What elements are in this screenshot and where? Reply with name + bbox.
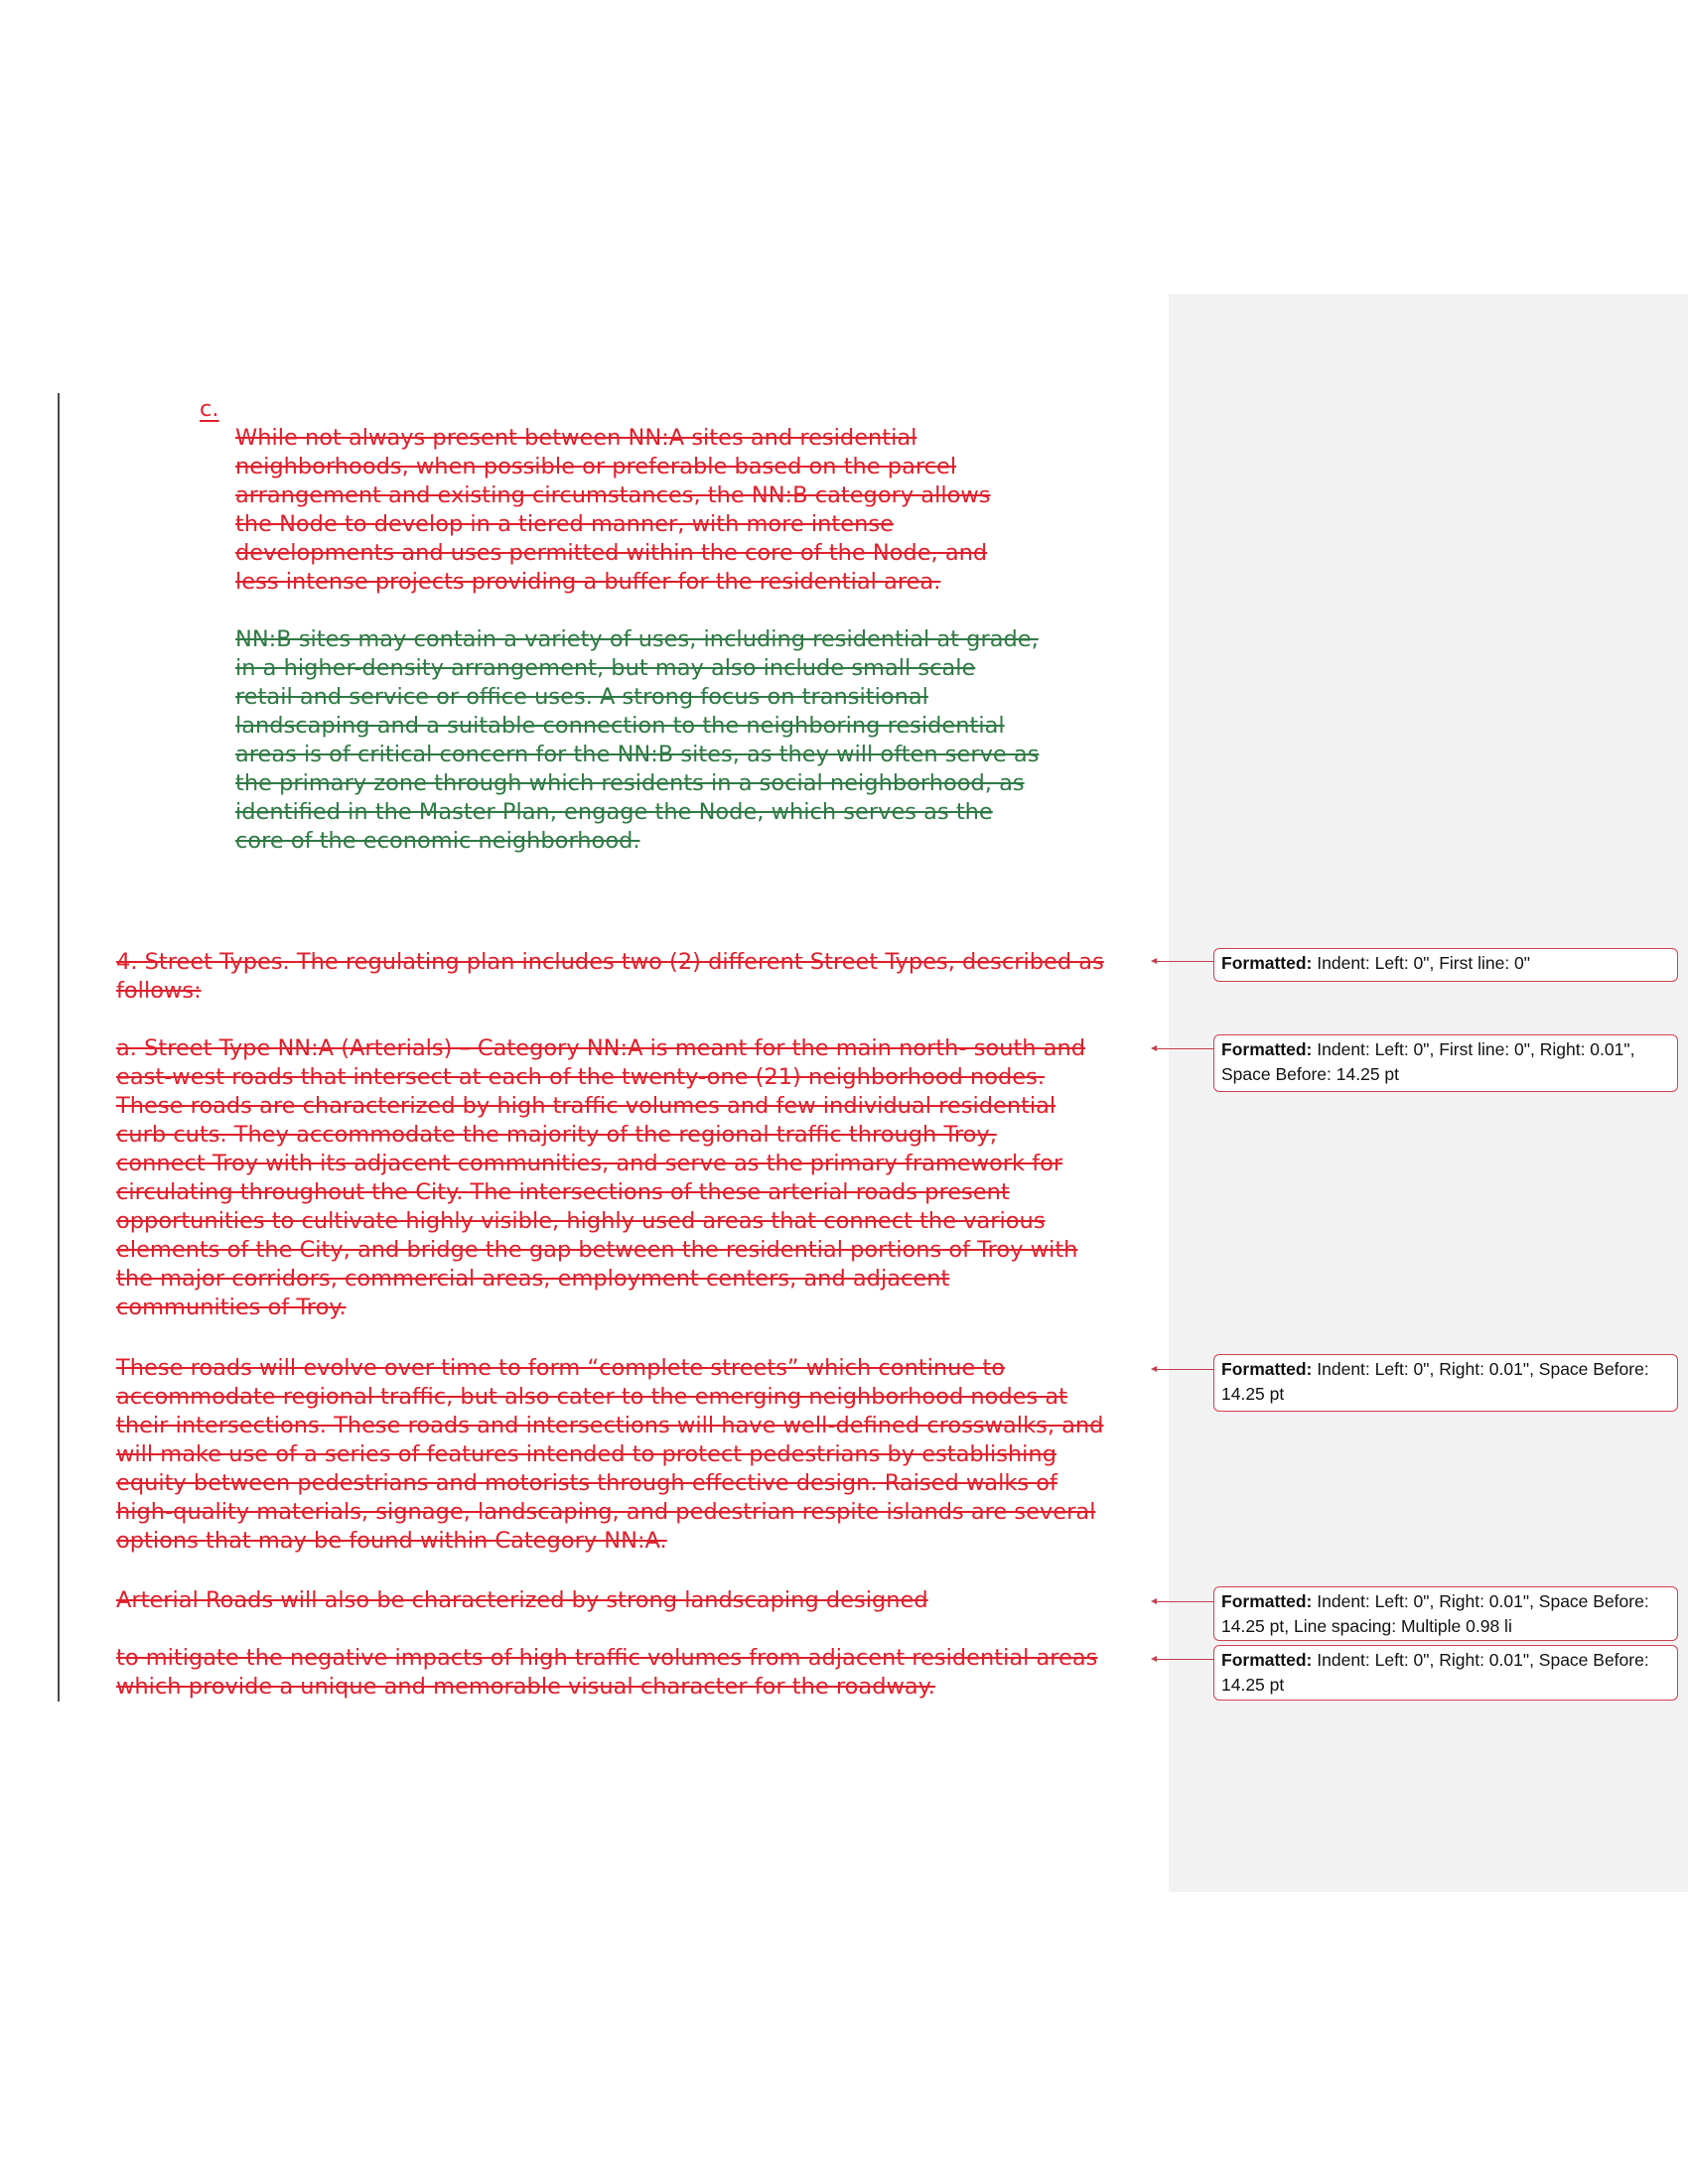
format-comment-balloon[interactable]	[1213, 1354, 1678, 1412]
comment-text: Indent: Left: 0", Right: 0.01", Space Before: 14.25 pt	[1221, 1359, 1649, 1404]
deleted-paragraph-street-types: 4. Street Types. The regulating plan includes two (2) different Street Types, described as follows:	[116, 949, 1104, 1004]
deleted-paragraph-landscaping: Arterial Roads will also be characterized by strong landscaping designed	[116, 1587, 928, 1613]
deleted-paragraph-nnb-intro: While not always present between NN:A sites and residential neighborhoods, when possible or preferable based on the parcel arrangement and existing circumstances, the NN:B category allows the Node to develop in a tiered manner, with more intense developments and uses permitted within the core of the Node, and less intense projects providing a buffer for the residential area.	[235, 425, 991, 595]
leader-line-1	[1157, 961, 1213, 962]
leader-line-2	[1157, 1048, 1213, 1049]
deleted-paragraph-nnb-uses: NN:B sites may contain a variety of uses, including residential at grade, in a higher-density arrangement, but may also include small scale retail and service or office uses. A strong focus on transitional landscaping and a suitable connection to the neighboring residential areas is of critical concern for the NN:B sites, as they will often serve as the primary zone through which residents in a social neighborhood, as identified in the Master Plan, engage the Node, which serves as the core of the economic neighborhood.	[235, 626, 1040, 854]
leader-line-3	[1157, 1369, 1213, 1370]
comment-label: Formatted:	[1221, 1039, 1313, 1059]
format-comment-balloon[interactable]	[1213, 948, 1678, 982]
comment-label: Formatted:	[1221, 1650, 1313, 1670]
format-comment-balloon[interactable]	[1213, 1586, 1678, 1641]
leader-line-5	[1157, 1659, 1213, 1660]
comment-label: Formatted:	[1221, 1591, 1313, 1611]
list-marker-c: c.	[200, 396, 219, 422]
comment-label: Formatted:	[1221, 953, 1313, 973]
format-comment-balloon[interactable]	[1213, 1034, 1678, 1092]
comment-label: Formatted:	[1221, 1359, 1313, 1379]
comment-text: Indent: Left: 0", First line: 0"	[1312, 953, 1531, 973]
comment-text: Indent: Left: 0", Right: 0.01", Space Before: 14.25 pt	[1221, 1650, 1649, 1695]
comment-text: Indent: Left: 0", First line: 0", Right: 0.01", Space Before: 14.25 pt	[1221, 1039, 1635, 1084]
comment-text: Indent: Left: 0", Right: 0.01", Space Before: 14.25 pt, Line spacing: Multiple 0.98 li	[1221, 1591, 1649, 1636]
deleted-paragraph-mitigate: to mitigate the negative impacts of high traffic volumes from adjacent residential areas which provide a unique and memorable visual character for the roadway.	[116, 1645, 1098, 1700]
deleted-paragraph-complete-streets: These roads will evolve over time to form “complete streets” which continue to accommodate regional traffic, but also cater to the emerging neighborhood nodes at their intersections. These roads and intersections will have well-defined crosswalks, and will make use of a series of features intended to protect pedestrians by establishing equity between pedestrians and motorists through effective design. Raised walks of high-quality materials, signage, landscaping, and pedestrian respite islands are several options that may be found within Category NN:A.	[116, 1355, 1104, 1554]
change-bar	[58, 393, 60, 1702]
leader-line-4	[1157, 1601, 1213, 1602]
format-comment-balloon[interactable]	[1213, 1645, 1678, 1701]
deleted-paragraph-arterials: a. Street Type NN:A (Arterials) – Category NN:A is meant for the main north- south and east-west roads that intersect at each of the twenty-one (21) neighborhood nodes. These roads are characterized by high traffic volumes and few individual residential curb cuts. They accommodate the majority of the regional traffic through Troy, connect Troy with its adjacent communities, and serve as the primary framework for circulating throughout the City. The intersections of these arterial roads present opportunities to cultivate highly visible, highly used areas that connect the various elements of the City, and bridge the gap between the residential portions of Troy with the major corridors, commercial areas, employment centers, and adjacent communities of Troy.	[116, 1035, 1086, 1320]
